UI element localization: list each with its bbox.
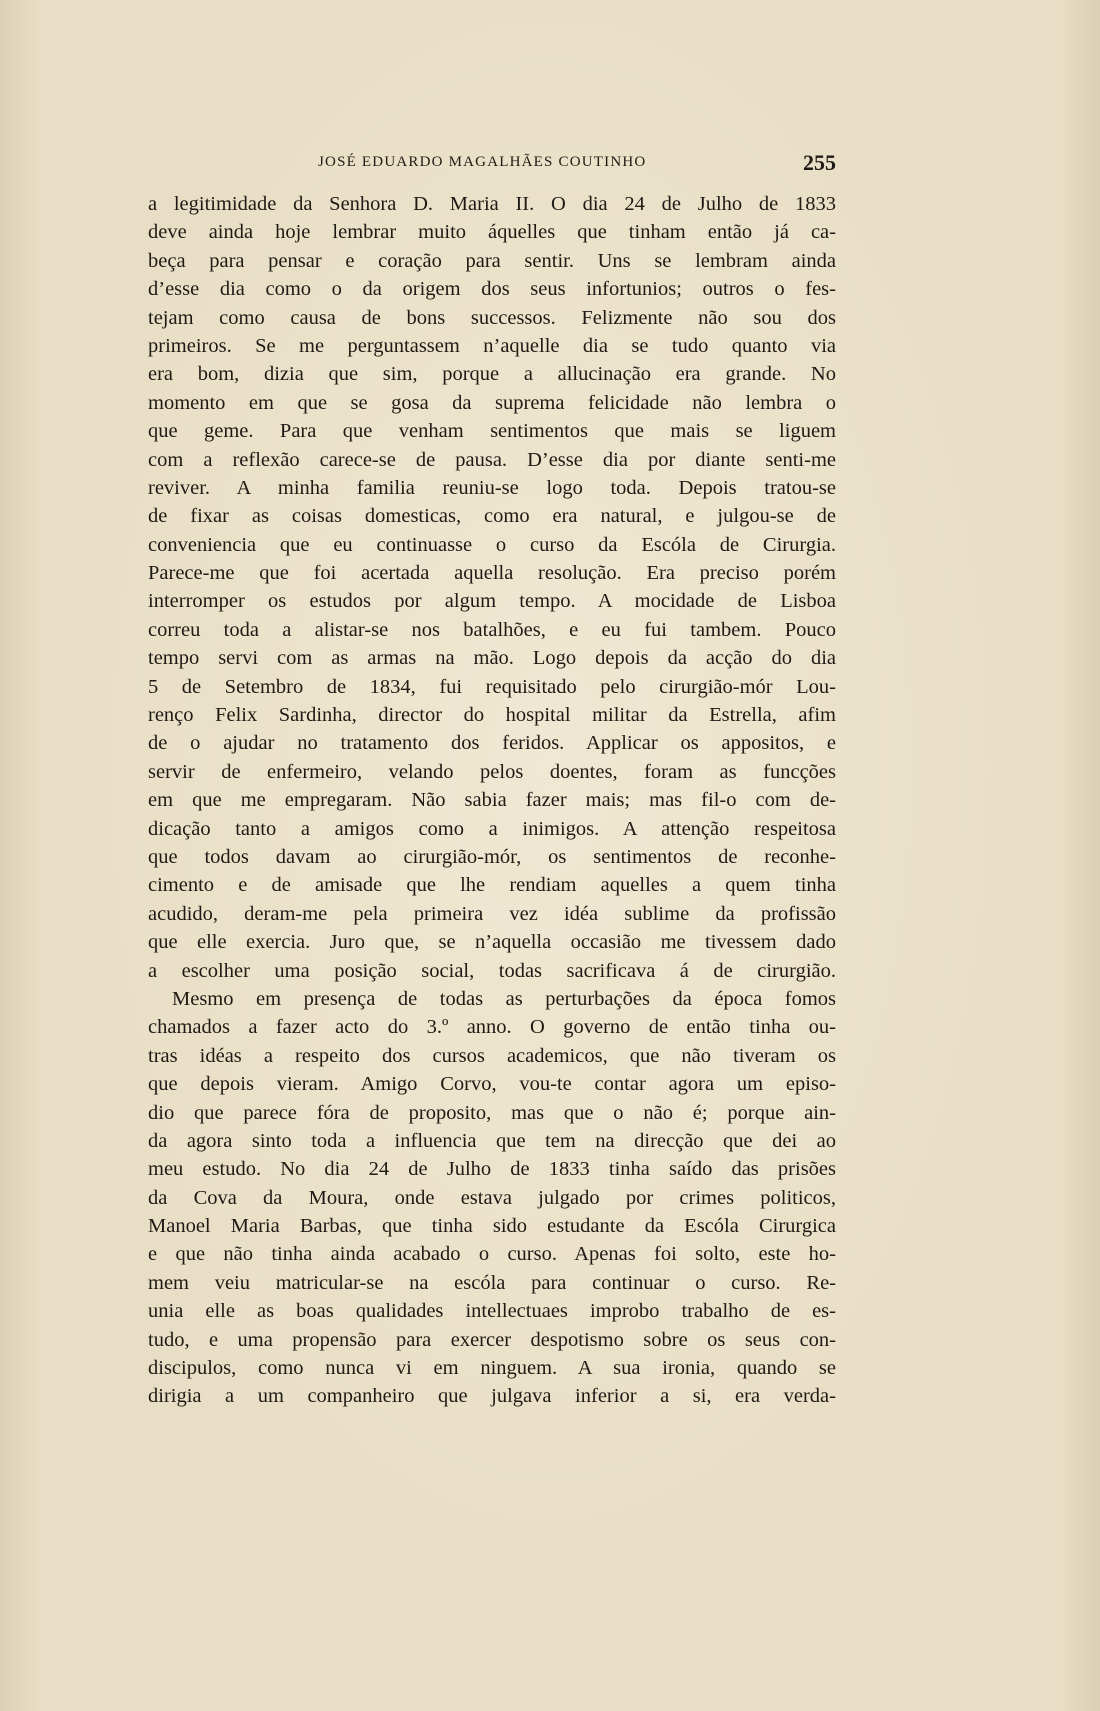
text-line: mem veiu matricular-se na escóla para continuar o curso. Re- xyxy=(148,1271,836,1294)
text-line: em que me empregaram. Não sabia fazer mais; mas fil-o com de- xyxy=(148,789,836,812)
text-line: de o ajudar no tratamento dos feridos. Applicar os appositos, e xyxy=(148,732,836,755)
text-line: Parece-me que foi acertada aquella resolução. Era preciso porém xyxy=(148,562,836,585)
text-line: que elle exercia. Juro que, se n’aquella occasião me tivessem dado xyxy=(148,931,836,954)
text-line: servir de enfermeiro, velando pelos doentes, foram as funcções xyxy=(148,760,836,783)
running-head: JOSÉ EDUARDO MAGALHÃES COUTINHO xyxy=(318,154,647,170)
text-line: chamados a fazer acto do 3.º anno. O governo de então tinha ou- xyxy=(148,1016,836,1039)
text-line: Mesmo em presença de todas as perturbações da época fomos xyxy=(172,987,836,1010)
text-line: que depois vieram. Amigo Corvo, vou-te contar agora um episo- xyxy=(148,1073,836,1096)
text-line: discipulos, como nunca vi em ninguem. A sua ironia, quando se xyxy=(148,1357,836,1380)
text-line: 5 de Setembro de 1834, fui requisitado pelo cirurgião-mór Lou- xyxy=(148,675,836,698)
text-line: cimento e de amisade que lhe rendiam aquelles a quem tinha xyxy=(148,874,836,897)
text-line: primeiros. Se me perguntassem n’aquelle dia se tudo quanto via xyxy=(148,334,836,357)
body-text xyxy=(148,190,836,1411)
text-line: da Cova da Moura, onde estava julgado por crimes politicos, xyxy=(148,1186,836,1209)
text-line: da agora sinto toda a influencia que tem na direcção que dei ao xyxy=(148,1129,836,1152)
text-line: meu estudo. No dia 24 de Julho de 1833 tinha saído das prisões xyxy=(148,1158,836,1181)
text-line: era bom, dizia que sim, porque a allucinação era grande. No xyxy=(148,363,836,386)
text-line: reviver. A minha familia reuniu-se logo toda. Depois tratou-se xyxy=(148,476,836,499)
text-line: dio que parece fóra de proposito, mas que o não é; porque ain- xyxy=(148,1101,836,1124)
text-line: a legitimidade da Senhora D. Maria II. O dia 24 de Julho de 1833 xyxy=(148,193,836,215)
page-number: 255 xyxy=(803,150,836,175)
page-header xyxy=(148,150,836,180)
text-line: que todos davam ao cirurgião-mór, os sentimentos de reconhe- xyxy=(148,845,836,868)
text-line: dicação tanto a amigos como a inimigos. A attenção respeitosa xyxy=(148,817,836,840)
text-line: renço Felix Sardinha, director do hospital militar da Estrella, afim xyxy=(148,704,836,727)
text-line: que geme. Para que venham sentimentos que mais se liguem xyxy=(148,420,836,443)
text-line: de fixar as coisas domesticas, como era natural, e julgou-se de xyxy=(148,505,836,528)
text-line: d’esse dia como o da origem dos seus infortunios; outros o fes- xyxy=(148,278,836,301)
text-line: acudido, deram-me pela primeira vez idéa sublime da profissão xyxy=(148,902,836,925)
text-line: beça para pensar e coração para sentir. Uns se lembram ainda xyxy=(148,249,836,272)
text-line: tudo, e uma propensão para exercer despotismo sobre os seus con- xyxy=(148,1328,836,1351)
text-line: correu toda a alistar-se nos batalhões, e eu fui tambem. Pouco xyxy=(148,618,836,641)
text-line: tras idéas a respeito dos cursos academicos, que não tiveram os xyxy=(148,1044,836,1067)
text-line: a escolher uma posição social, todas sacrificava á de cirurgião. xyxy=(148,959,836,982)
text-line: tempo servi com as armas na mão. Logo depois da acção do dia xyxy=(148,647,836,670)
text-line: e que não tinha ainda acabado o curso. Apenas foi solto, este ho- xyxy=(148,1243,836,1266)
text-line: conveniencia que eu continuasse o curso da Escóla de Cirurgia. xyxy=(148,533,836,556)
text-line: Manoel Maria Barbas, que tinha sido estudante da Escóla Cirurgica xyxy=(148,1215,836,1238)
text-line: dirigia a um companheiro que julgava inferior a si, era verda- xyxy=(148,1385,836,1408)
text-line: tejam como causa de bons successos. Felizmente não sou dos xyxy=(148,306,836,329)
text-line: com a reflexão carece-se de pausa. D’esse dia por diante senti-me xyxy=(148,448,836,471)
text-line: deve ainda hoje lembrar muito áquelles que tinham então já ca- xyxy=(148,221,836,244)
text-line: unia elle as boas qualidades intellectuaes improbo trabalho de es- xyxy=(148,1300,836,1323)
text-line: interromper os estudos por algum tempo. A mocidade de Lisboa xyxy=(148,590,836,613)
text-line: momento em que se gosa da suprema felicidade não lembra o xyxy=(148,391,836,414)
